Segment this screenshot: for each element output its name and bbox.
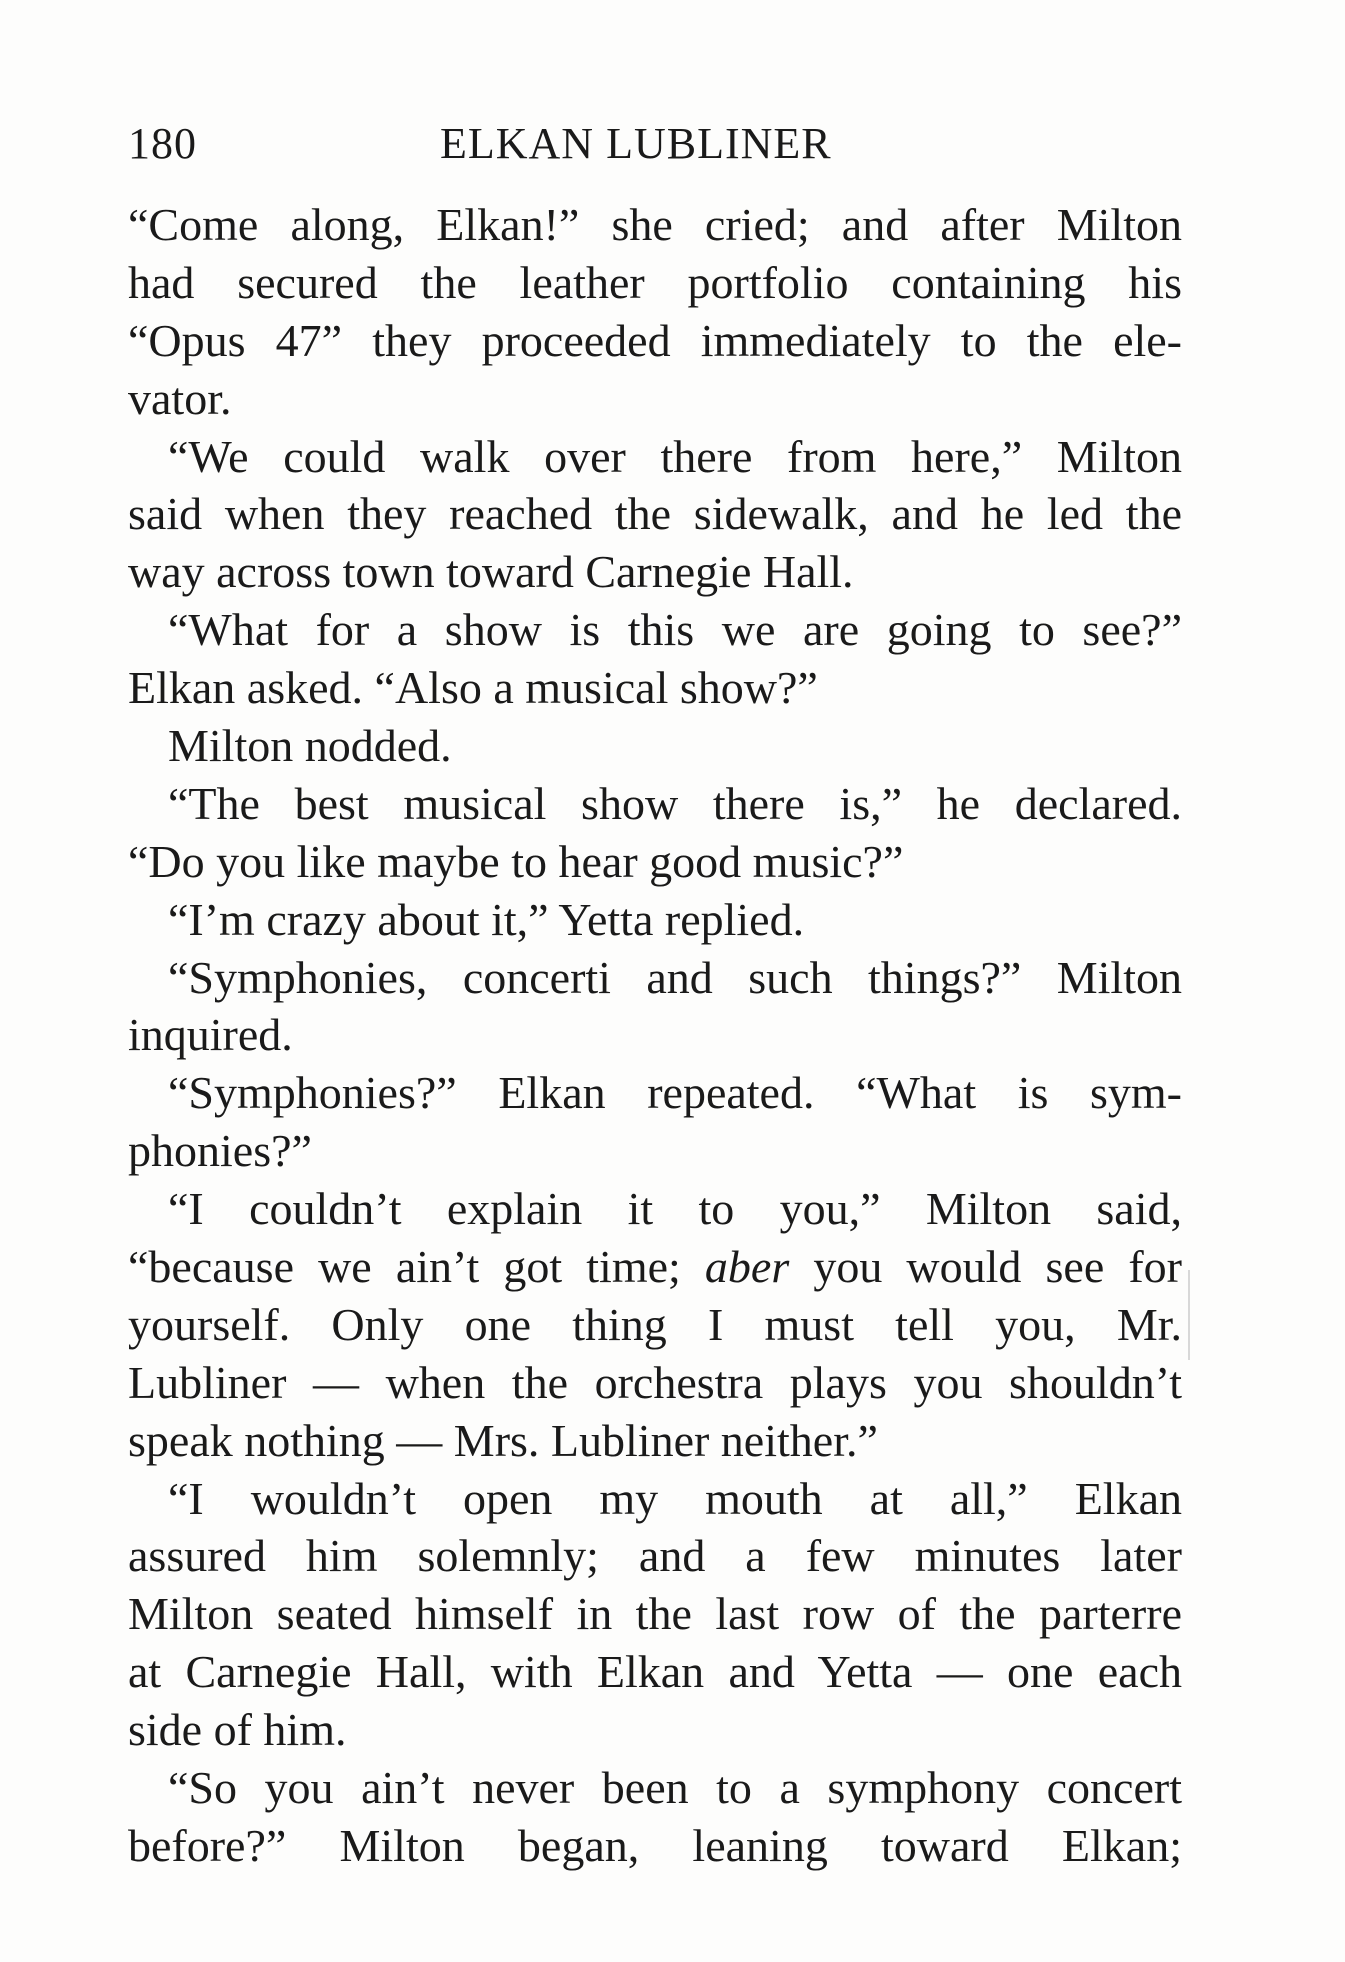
text-line: assured him solemnly; and a few minutes later xyxy=(128,1530,1182,1582)
text-line: “Symphonies?” Elkan repeated. “What is sym- xyxy=(168,1067,1182,1119)
text-line: side of him. xyxy=(128,1704,347,1756)
text-line: “Come along, Elkan!” she cried; and after Milton xyxy=(128,199,1182,250)
text-line: vator. xyxy=(128,372,232,424)
page-number: 180 xyxy=(128,119,197,168)
text-line: “We could walk over there from here,” Milton xyxy=(168,430,1182,482)
text-line-end: you would see for xyxy=(789,1241,1182,1293)
text-line: Lubliner — when the orchestra plays you shouldn’t xyxy=(128,1356,1182,1408)
text-line: “So you ain’t never been to a symphony concert xyxy=(168,1762,1182,1814)
italic-word: aber xyxy=(704,1241,790,1293)
text-line: had secured the leather portfolio containing his xyxy=(128,256,1182,308)
text-line: said when they reached the sidewalk, and he led the xyxy=(128,488,1182,540)
text-line: Milton nodded. xyxy=(168,720,452,772)
text-line: “Do you like maybe to hear good music?” xyxy=(128,835,904,887)
text-line: speak nothing — Mrs. Lubliner neither.” xyxy=(128,1414,878,1466)
text-line: “Symphonies, concerti and such things?” Milton xyxy=(168,951,1182,1003)
text-line: Milton seated himself in the last row of the parterre xyxy=(128,1588,1182,1640)
text-line: Elkan asked. “Also a musical show?” xyxy=(128,662,818,714)
scan-margin-mark xyxy=(1188,1270,1190,1360)
text-line-start: “because we ain’t got time; xyxy=(128,1241,705,1293)
text-line: “I’m crazy about it,” Yetta replied. xyxy=(168,893,805,945)
text-line: at Carnegie Hall, with Elkan and Yetta — one each xyxy=(128,1646,1182,1698)
text-line: “What for a show is this we are going to see?” xyxy=(168,604,1182,656)
page-header xyxy=(128,118,1182,178)
text-line: before?” Milton began, leaning toward Elkan; xyxy=(128,1819,1182,1871)
text-line: way across town toward Carnegie Hall. xyxy=(128,546,854,598)
text-line: inquired. xyxy=(128,1009,293,1061)
body-text xyxy=(128,196,1182,1875)
text-line: “The best musical show there is,” he declared. xyxy=(168,777,1182,829)
text-line: phonies?” xyxy=(128,1125,312,1177)
text-line: “Opus 47” they proceeded immediately to the ele- xyxy=(128,314,1182,366)
running-head: ELKAN LUBLINER xyxy=(440,119,832,168)
text-line xyxy=(128,1238,1182,1296)
text-line: yourself. Only one thing I must tell you, Mr. xyxy=(128,1298,1182,1350)
text-line: “I couldn’t explain it to you,” Milton said, xyxy=(168,1183,1182,1235)
text-line: “I wouldn’t open my mouth at all,” Elkan xyxy=(168,1472,1182,1524)
